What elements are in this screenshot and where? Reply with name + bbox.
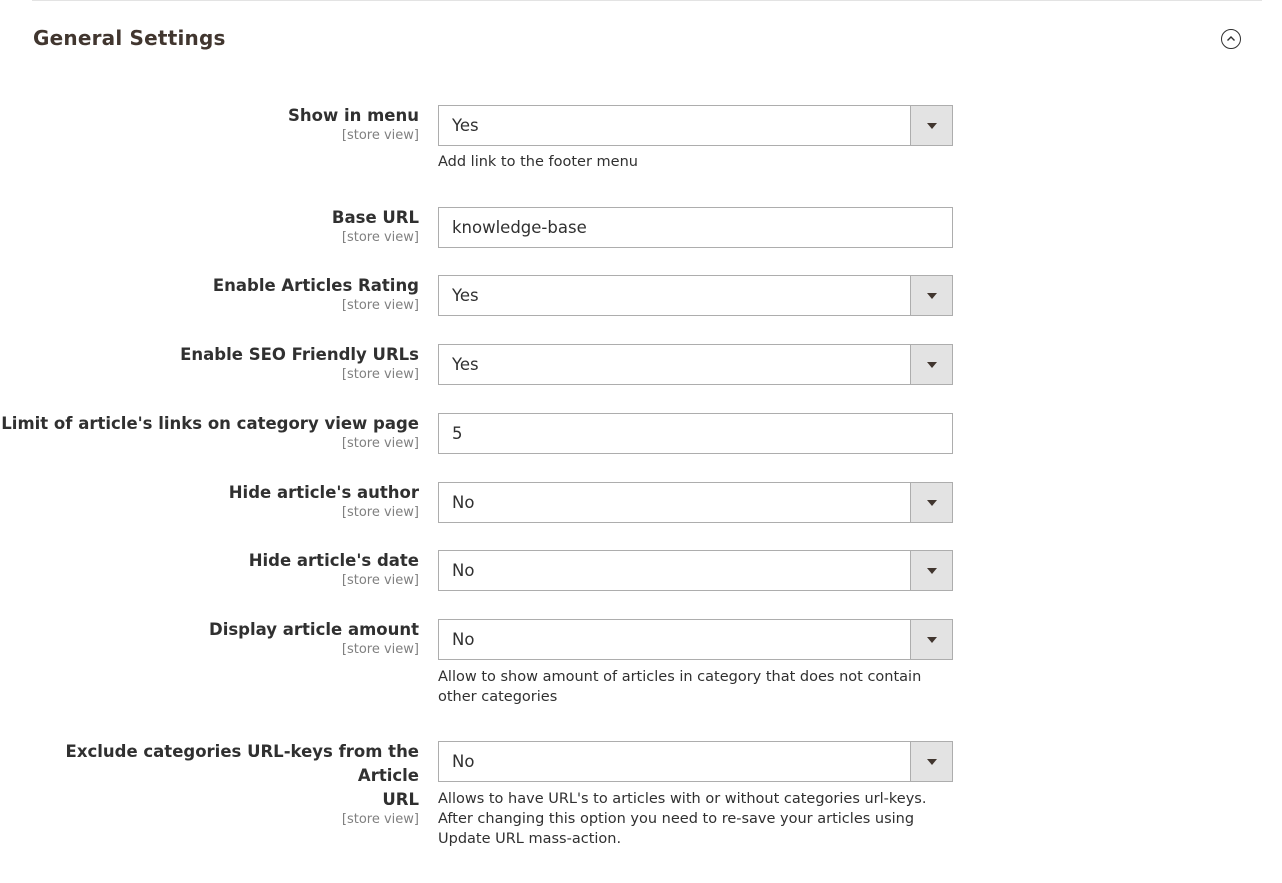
selected-value: No (452, 752, 475, 771)
scope-label: [store view] (341, 436, 419, 451)
scope-label: [store view] (341, 128, 419, 143)
input-value: 5 (452, 424, 463, 443)
caret-down-icon (926, 122, 938, 130)
field-label-display-article-amount: Display article amount [store view] (209, 620, 419, 657)
dropdown-toggle[interactable] (910, 276, 952, 315)
hide-article-date-select[interactable] (438, 550, 953, 591)
selected-value: Yes (452, 116, 479, 135)
field-label-enable-articles-rating: Enable Articles Rating [store view] (212, 276, 419, 313)
selected-value: Yes (452, 355, 479, 374)
selected-value: No (452, 561, 475, 580)
selected-value: No (452, 493, 475, 512)
scope-label: [store view] (341, 230, 419, 245)
caret-down-icon (926, 636, 938, 644)
scope-label: [store view] (341, 573, 419, 588)
selected-value: No (452, 630, 475, 649)
dropdown-toggle[interactable] (910, 345, 952, 384)
hide-article-author-select[interactable] (438, 482, 953, 523)
section-title: General Settings (33, 26, 226, 50)
scope-label: [store view] (341, 642, 419, 657)
caret-down-icon (926, 758, 938, 766)
dropdown-toggle[interactable] (910, 106, 952, 145)
scope-label: [store view] (341, 812, 419, 827)
field-label-base-url: Base URL [store view] (331, 208, 419, 245)
caret-down-icon (926, 361, 938, 369)
show-in-menu-select[interactable] (438, 105, 953, 146)
enable-articles-rating-select[interactable] (438, 275, 953, 316)
caret-down-icon (926, 292, 938, 300)
article-links-limit-input[interactable] (438, 413, 953, 454)
field-note-exclude-category-url-keys: Allows to have URL's to articles with or without categories url-keys. After changing this option you need to re-save your articles using Update URL mass-action. (438, 791, 927, 847)
selected-value: Yes (452, 286, 479, 305)
field-note-show-in-menu: Add link to the footer menu (438, 154, 638, 170)
dropdown-toggle[interactable] (910, 551, 952, 590)
field-note-display-article-amount: Allow to show amount of articles in category that does not contain other categories (438, 669, 922, 705)
field-label-article-links-limit: Limit of article's links on category view page [store view] (1, 414, 419, 451)
input-value: knowledge-base (452, 218, 587, 237)
dropdown-toggle[interactable] (910, 620, 952, 659)
base-url-input[interactable] (438, 207, 953, 248)
enable-seo-friendly-urls-select[interactable] (438, 344, 953, 385)
exclude-category-url-keys-select[interactable] (438, 741, 953, 782)
scope-label: [store view] (341, 367, 419, 382)
display-article-amount-select[interactable] (438, 619, 953, 660)
caret-down-icon (926, 499, 938, 507)
caret-down-icon (926, 567, 938, 575)
field-label-enable-seo-friendly-urls: Enable SEO Friendly URLs [store view] (180, 345, 419, 382)
dropdown-toggle[interactable] (910, 742, 952, 781)
field-label-show-in-menu: Show in menu [store view] (288, 106, 419, 143)
collapse-section-button[interactable] (1221, 29, 1241, 49)
section-divider (32, 0, 1262, 1)
field-label-hide-article-date: Hide article's date [store view] (248, 551, 419, 588)
field-label-hide-article-author: Hide article's author [store view] (228, 483, 419, 520)
scope-label: [store view] (341, 298, 419, 313)
scope-label: [store view] (341, 505, 419, 520)
dropdown-toggle[interactable] (910, 483, 952, 522)
field-label-exclude-category-url-keys: Exclude categories URL-keys from the Article URL [store view] (0, 740, 419, 827)
